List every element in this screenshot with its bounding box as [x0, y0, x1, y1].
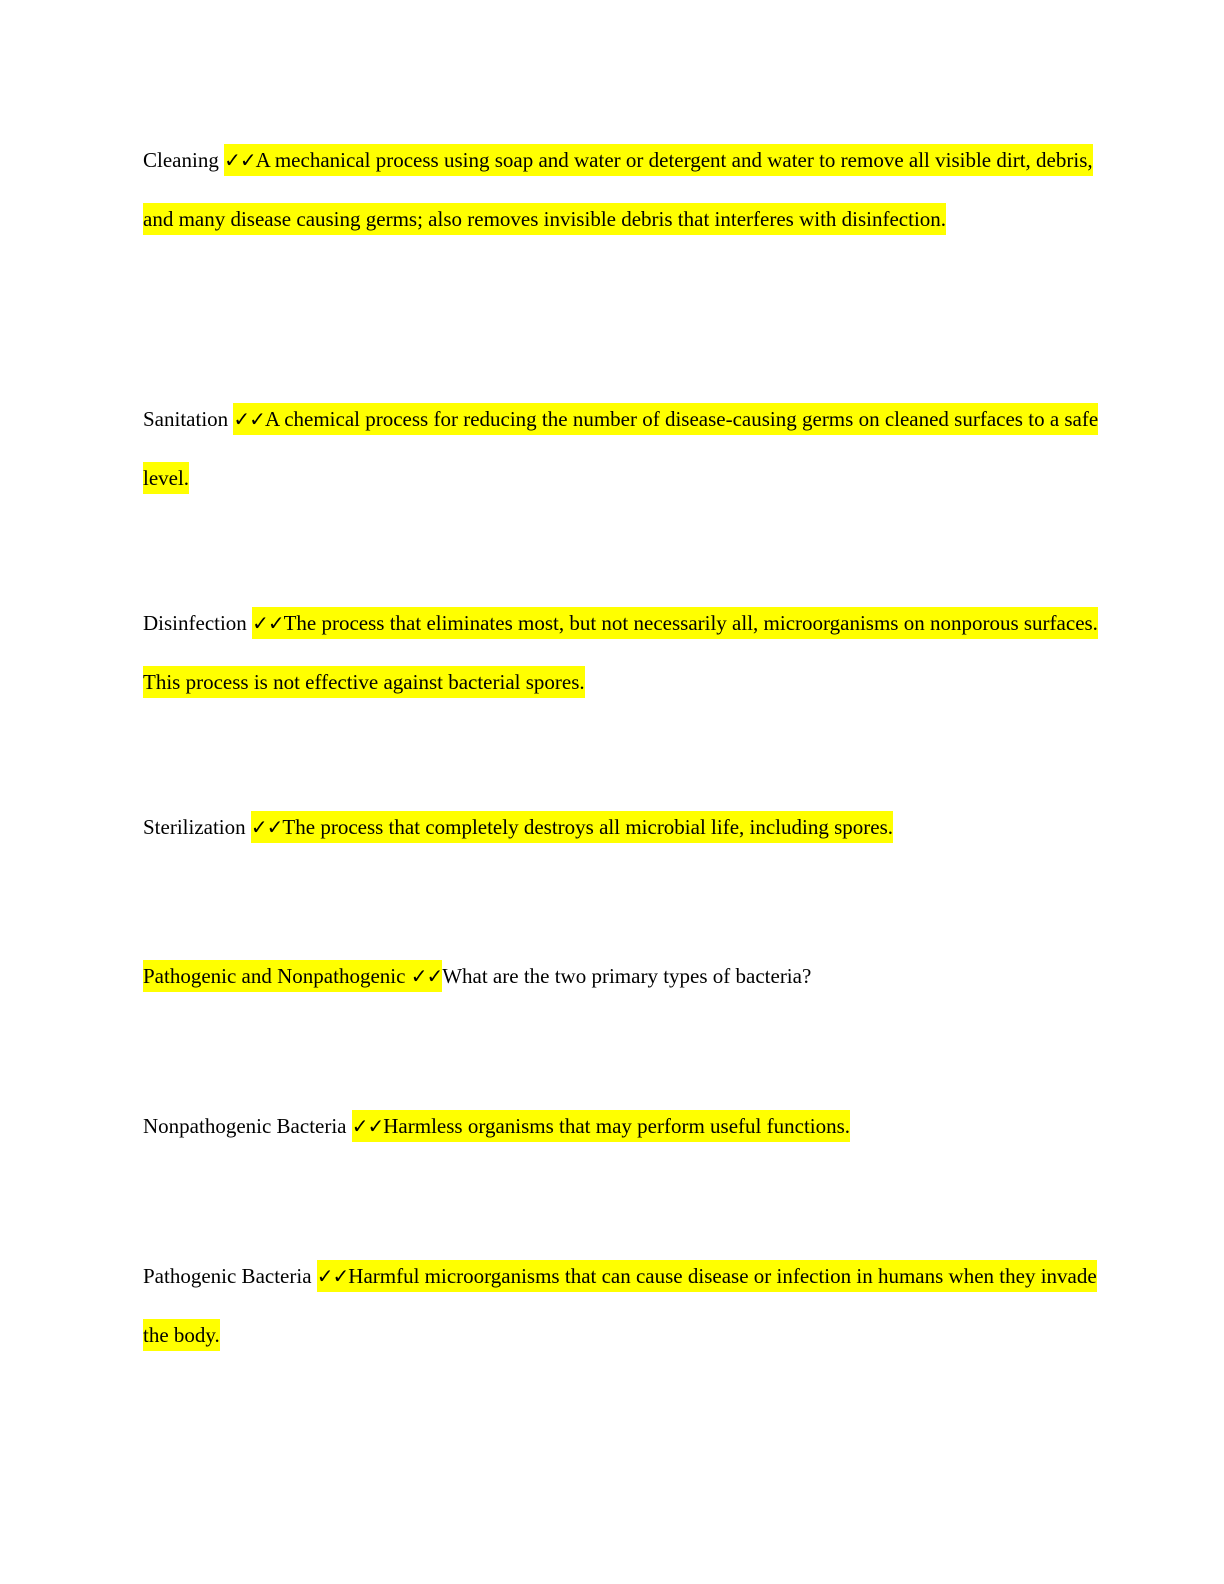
highlighted-answer: [352, 1110, 850, 1142]
definition-text: The process that completely destroys all microbial life, including spores.: [282, 815, 894, 839]
highlighted-answer: [143, 960, 442, 992]
double-check-icon: ✓✓: [316, 1264, 349, 1288]
definition-text: Harmful microorganisms that can cause disease or infection in humans when they invade the body.: [143, 1264, 1097, 1347]
term-text: Nonpathogenic Bacteria: [143, 1114, 352, 1138]
term-text: Pathogenic Bacteria: [143, 1264, 317, 1288]
double-check-icon: ✓✓: [410, 964, 443, 988]
highlighted-answer: [143, 607, 1098, 698]
definition-text: A chemical process for reducing the number of disease-causing germs on cleaned surfaces to a safe level.: [143, 407, 1099, 490]
term-text: Disinfection: [143, 611, 253, 635]
highlighted-answer: [143, 144, 1093, 235]
flashcard-entry-cleaning: [143, 131, 1103, 248]
term-text: Sanitation: [143, 407, 234, 431]
flashcard-entry-nonpathogenic-bacteria: [143, 1097, 1103, 1156]
definition-text: The process that eliminates most, but not necessarily all, microorganisms on nonporous surfaces. This process is not effective against bacterial spores.: [143, 611, 1098, 694]
term-text: Cleaning: [143, 148, 225, 172]
flashcard-entry-bacteria-types: [143, 947, 1103, 1006]
double-check-icon: ✓✓: [252, 611, 284, 635]
term-text: Pathogenic and Nonpathogenic: [143, 964, 411, 988]
term-text: Sterilization: [143, 815, 251, 839]
flashcard-entry-sterilization: [143, 798, 1103, 857]
flashcard-entry-sanitation: [143, 390, 1103, 507]
definition-text: A mechanical process using soap and water or detergent and water to remove all visible dirt, debris, and many disease causing germs; also removes invisible debris that interferes with disinfection.: [143, 148, 1093, 231]
flashcard-entry-pathogenic-bacteria: [143, 1247, 1103, 1364]
double-check-icon: ✓✓: [233, 407, 265, 431]
definition-text: Harmless organisms that may perform useful functions.: [383, 1114, 851, 1138]
double-check-icon: ✓✓: [351, 1114, 384, 1138]
flashcard-entry-disinfection: [143, 594, 1103, 711]
double-check-icon: ✓✓: [250, 815, 283, 839]
definition-text: What are the two primary types of bacteria?: [442, 964, 812, 988]
highlighted-answer: [143, 403, 1098, 494]
highlighted-answer: [251, 811, 893, 843]
double-check-icon: ✓✓: [224, 148, 256, 172]
